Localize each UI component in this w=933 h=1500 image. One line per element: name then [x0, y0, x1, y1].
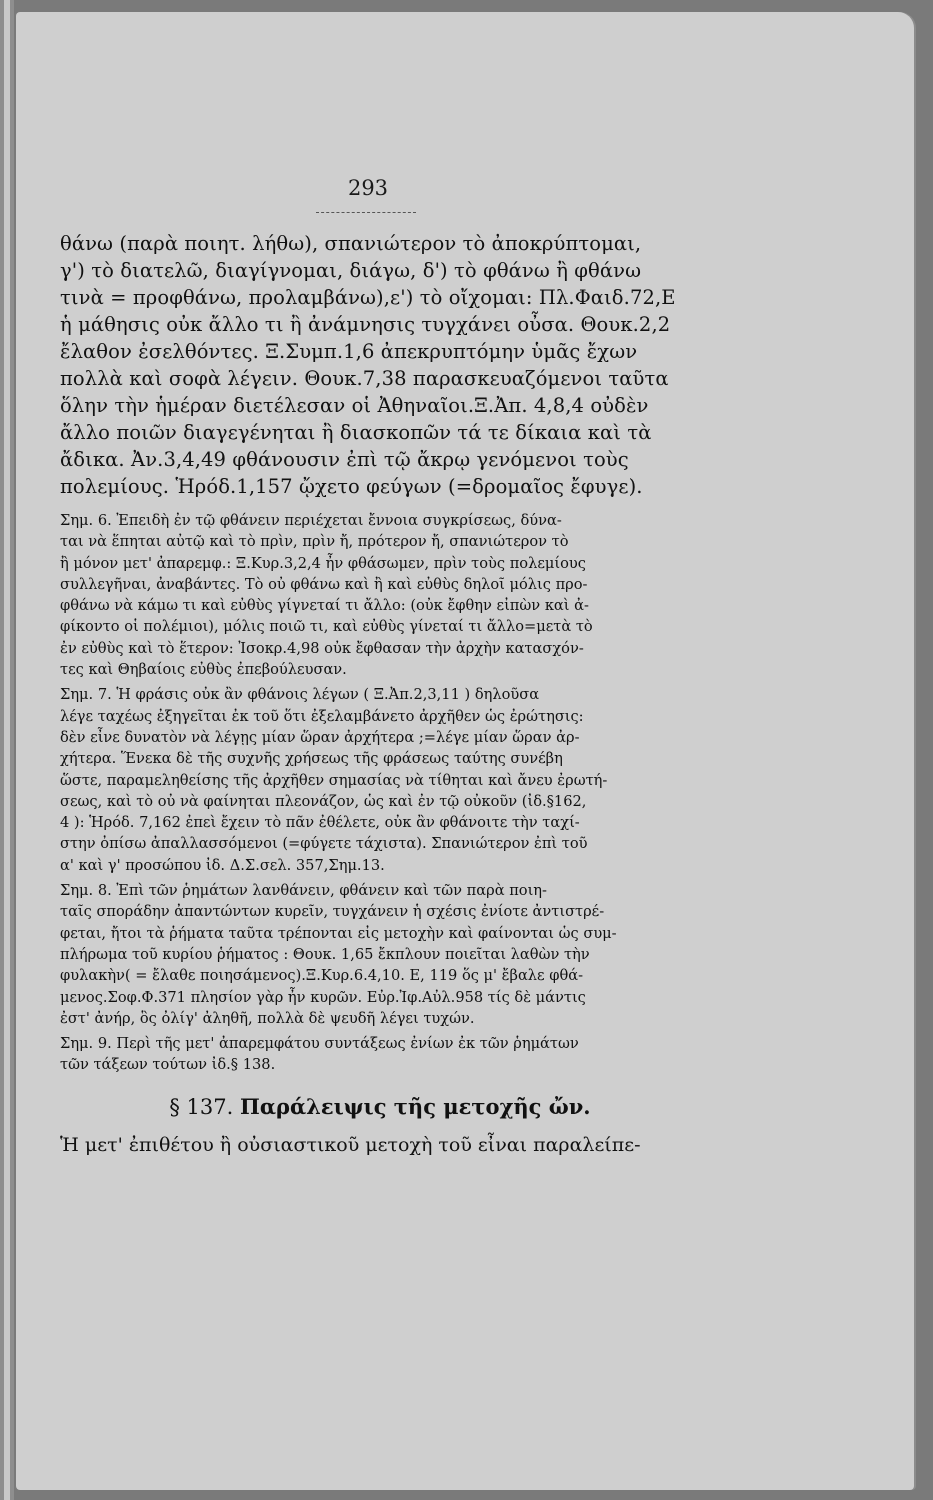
book-page [16, 12, 914, 1490]
main-line: ἡ μάθησις οὐκ ἄλλο τι ἢ ἀνάμνησις τυγχάνει οὖσα. Θουκ.2,2 [60, 313, 671, 336]
main-line: ἄδικα. Ἀν.3,4,49 φθάνουσιν ἐπὶ τῷ ἄκρῳ γενόμενοι τοὺς [60, 448, 629, 471]
main-line: ἄλλο ποιῶν διαγεγένηται ἢ διασκοπῶν τά τε δίκαια καὶ τὰ [60, 421, 652, 444]
main-paragraph [60, 230, 700, 500]
note-line: φεται, ἤτοι τὰ ῥήματα ταῦτα τρέπονται εἰς μετοχὴν καὶ φαίνονται ὡς συμ- [60, 924, 617, 942]
note-line: πλήρωμα τοῦ κυρίου ῥήματος : Θουκ. 1,65 ἔκπλουν ποιεῖται λαθὼν τὴν [60, 945, 590, 963]
section-number: § 137. [169, 1094, 234, 1119]
scan-left-edge [0, 0, 14, 1500]
note-line: ταῖς σποράδην ἀπαντώντων κυρεῖν, τυγχάνειν ἡ σχέσις ἐνίοτε ἀντιστρέ- [60, 903, 605, 921]
note-line: Σημ. 8. Ἐπὶ τῶν ῥημάτων λανθάνειν, φθάνειν καὶ τῶν παρὰ ποιη- [60, 882, 547, 900]
note-line: Σημ. 7. Ἡ φράσις οὐκ ἂν φθάνοις λέγων ( Ξ.Ἀπ.2,3,11 ) δηλοῦσα [60, 686, 540, 704]
note-line: τες καὶ Θηβαίοις εὐθὺς ἐπεβούλευσαν. [60, 661, 347, 679]
note-line: χήτερα. Ἕνεκα δὲ τῆς συχνῆς χρήσεως τῆς φράσεως ταύτης συνέβη [60, 750, 563, 768]
main-line: γ') τὸ διατελῶ, διαγίγνομαι, διάγω, δ') τὸ φθάνω ἢ φθάνω [60, 259, 642, 282]
note-line: φυλακὴν( = ἔλαθε ποιησάμενος).Ξ.Κυρ.6.4,10. Ε, 119 ὅς μ' ἔβαλε φθά- [60, 967, 584, 985]
note-line: σεως, καὶ τὸ οὐ νὰ φαίνηται πλεονάζον, ὡς καὶ ἐν τῷ οὐκοῦν (ἰδ.§162, [60, 792, 587, 810]
note-line: Σημ. 9. Περὶ τῆς μετ' ἀπαρεμφάτου συντάξεως ἐνίων ἐκ τῶν ῥημάτων [60, 1035, 579, 1053]
note-line: λέγε ταχέως ἐξηγεῖται ἐκ τοῦ ὅτι ἐξελαμβάνετο ἀρχῆθεν ὡς ἐρώτησις: [60, 707, 584, 725]
note-line: Σημ. 6. Ἐπειδὴ ἐν τῷ φθάνειν περιέχεται ἔννοια συγκρίσεως, δύνα- [60, 512, 562, 529]
page-number: 293 [347, 176, 389, 200]
main-line: θάνω (παρὰ ποιητ. λήθω), σπανιώτερον τὸ ἀποκρύπτομαι, [60, 232, 642, 255]
note-line: φθάνω νὰ κάμω τι καὶ εὐθὺς γίγνεταί τι ἄλλο: (οὐκ ἔφθην εἰπὼν καὶ ἀ- [60, 597, 589, 615]
main-line: τινὰ = προφθάνω, προλαμβάνω),ε') τὸ οἴχομαι: Πλ.Φαιδ.72,Ε [60, 286, 676, 309]
note-line: στην ὀπίσω ἀπαλλασσόμενοι (=φύγετε τάχιστα). Σπανιώτερον ἐπὶ τοῦ [60, 835, 588, 853]
continuation-line: Ἡ μετ' ἐπιθέτου ἢ οὐσιαστικοῦ μετοχὴ τοῦ εἶναι παραλείπε- [60, 1133, 641, 1156]
main-line: πολεμίους. Ἡρόδ.1,157 ᾤχετο φεύγων (=δρομαῖος ἔφυγε). [60, 475, 643, 498]
note-7 [60, 684, 700, 876]
note-line: α' καὶ γ' προσώπου ἰδ. Δ.Σ.σελ. 357,Σημ.13. [60, 856, 385, 874]
main-line: ἔλαθον ἐσελθόντες. Ξ.Συμπ.1,6 ἀπεκρυπτόμην ὑμᾶς ἔχων [60, 340, 638, 363]
note-line: μενος.Σοφ.Φ.371 πλησίον γὰρ ἦν κυρῶν. Εὐρ.Ἰφ.Αὐλ.958 τίς δὲ μάντις [60, 988, 586, 1006]
note-line: ἐστ' ἀνήρ, ὃς ὀλίγ' ἀληθῆ, πολλὰ δὲ ψευδῆ λέγει τυχών. [60, 1009, 475, 1027]
note-line: ται νὰ ἕπηται αὐτῷ καὶ τὸ πρὶν, πρὶν ἤ, πρότερον ἤ, σπανιώτερον τὸ [60, 533, 569, 551]
main-line: πολλὰ καὶ σοφὰ λέγειν. Θουκ.7,38 παρασκευαζόμενοι ταῦτα [60, 367, 669, 390]
note-8 [60, 880, 700, 1029]
section-heading [60, 1092, 700, 1122]
page-number-rule [316, 212, 416, 213]
main-line: ὅλην τὴν ἡμέραν διετέλεσαν οἱ Ἀθηναῖοι.Ξ.Ἀπ. 4,8,4 οὐδὲν [60, 394, 649, 417]
note-line: δὲν εἶνε δυνατὸν νὰ λέγῃς μίαν ὥραν ἀρχήτερα ;=λέγε μίαν ὥραν ἀρ- [60, 728, 580, 746]
note-line: συλλεγῆναι, ἀναβάντες. Τὸ οὐ φθάνω καὶ ἢ καὶ εὐθὺς δηλοῖ μόλις προ- [60, 575, 588, 593]
note-line: φίκοντο οἱ πολέμιοι), μόλις ποιῶ τι, καὶ εὐθὺς γίνεταί τι ἄλλο=μετὰ τὸ [60, 618, 593, 636]
note-line: ἐν εὐθὺς καὶ τὸ ἕτερον: Ἰσοκρ.4,98 οὐκ ἔφθασαν τὴν ἀρχὴν κατασχόν- [60, 639, 584, 657]
note-line: ὥστε, παραμεληθείσης τῆς ἀρχῆθεν σημασίας νὰ τίθηται καὶ ἄνευ ἐρωτή- [60, 771, 608, 789]
note-line: τῶν τάξεων τούτων ἰδ.§ 138. [60, 1056, 276, 1074]
note-6 [60, 510, 700, 680]
note-line: ἢ μόνον μετ' ἀπαρεμφ.: Ξ.Κυρ.3,2,4 ἦν φθάσωμεν, πρὶν τοὺς πολεμίους [60, 554, 586, 572]
section-title: Παράλειψις τῆς μετοχῆς ὤν. [240, 1093, 591, 1119]
note-9 [60, 1033, 700, 1076]
note-line: 4 ): Ἡρόδ. 7,162 ἐπεὶ ἔχειν τὸ πᾶν ἐθέλετε, οὐκ ἂν φθάνοιτε τὴν ταχί- [60, 814, 580, 832]
text-block [60, 230, 700, 1159]
